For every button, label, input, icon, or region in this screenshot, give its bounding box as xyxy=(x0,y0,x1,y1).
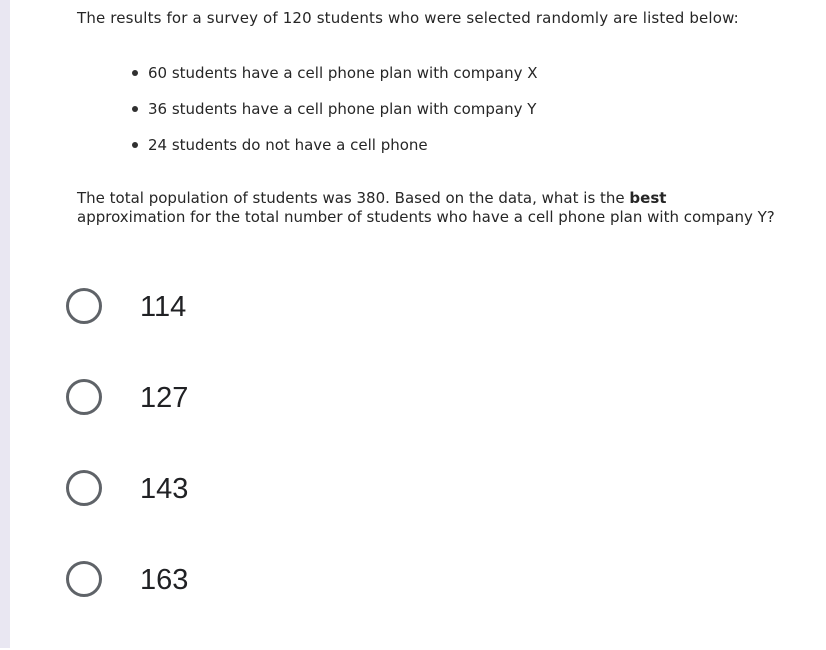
radio-button-icon[interactable] xyxy=(66,470,102,506)
answer-option-label[interactable]: 143 xyxy=(140,473,189,505)
list-item-text: 24 students do not have a cell phone xyxy=(148,136,428,154)
question-prompt-text-end: approximation for the total number of students who have a cell phone plan with company Y? xyxy=(77,208,775,226)
question-prompt-emphasis: best xyxy=(629,189,667,207)
question-prompt xyxy=(77,189,777,227)
question-image xyxy=(40,0,800,262)
bullet-icon xyxy=(132,106,138,112)
answer-option-2[interactable] xyxy=(66,377,366,423)
list-item-text: 60 students have a cell phone plan with company X xyxy=(148,64,538,82)
answer-options xyxy=(66,286,366,650)
bullet-icon xyxy=(132,142,138,148)
answer-option-3[interactable] xyxy=(66,468,366,514)
answer-option-label[interactable]: 114 xyxy=(140,291,187,323)
radio-button-icon[interactable] xyxy=(66,379,102,415)
answer-option-1[interactable] xyxy=(66,286,366,332)
radio-button-icon[interactable] xyxy=(66,561,102,597)
radio-button-icon[interactable] xyxy=(66,288,102,324)
question-intro: The results for a survey of 120 students who were selected randomly are listed below: xyxy=(77,9,739,27)
answer-option-label[interactable]: 163 xyxy=(140,564,189,596)
answer-option-label[interactable]: 127 xyxy=(140,382,189,414)
bullet-icon xyxy=(132,70,138,76)
left-edge-rail xyxy=(0,0,10,648)
list-item-text: 36 students have a cell phone plan with company Y xyxy=(148,100,537,118)
answer-option-4[interactable] xyxy=(66,559,366,605)
question-prompt-text: The total population of students was 380. Based on the data, what is the xyxy=(77,189,630,207)
